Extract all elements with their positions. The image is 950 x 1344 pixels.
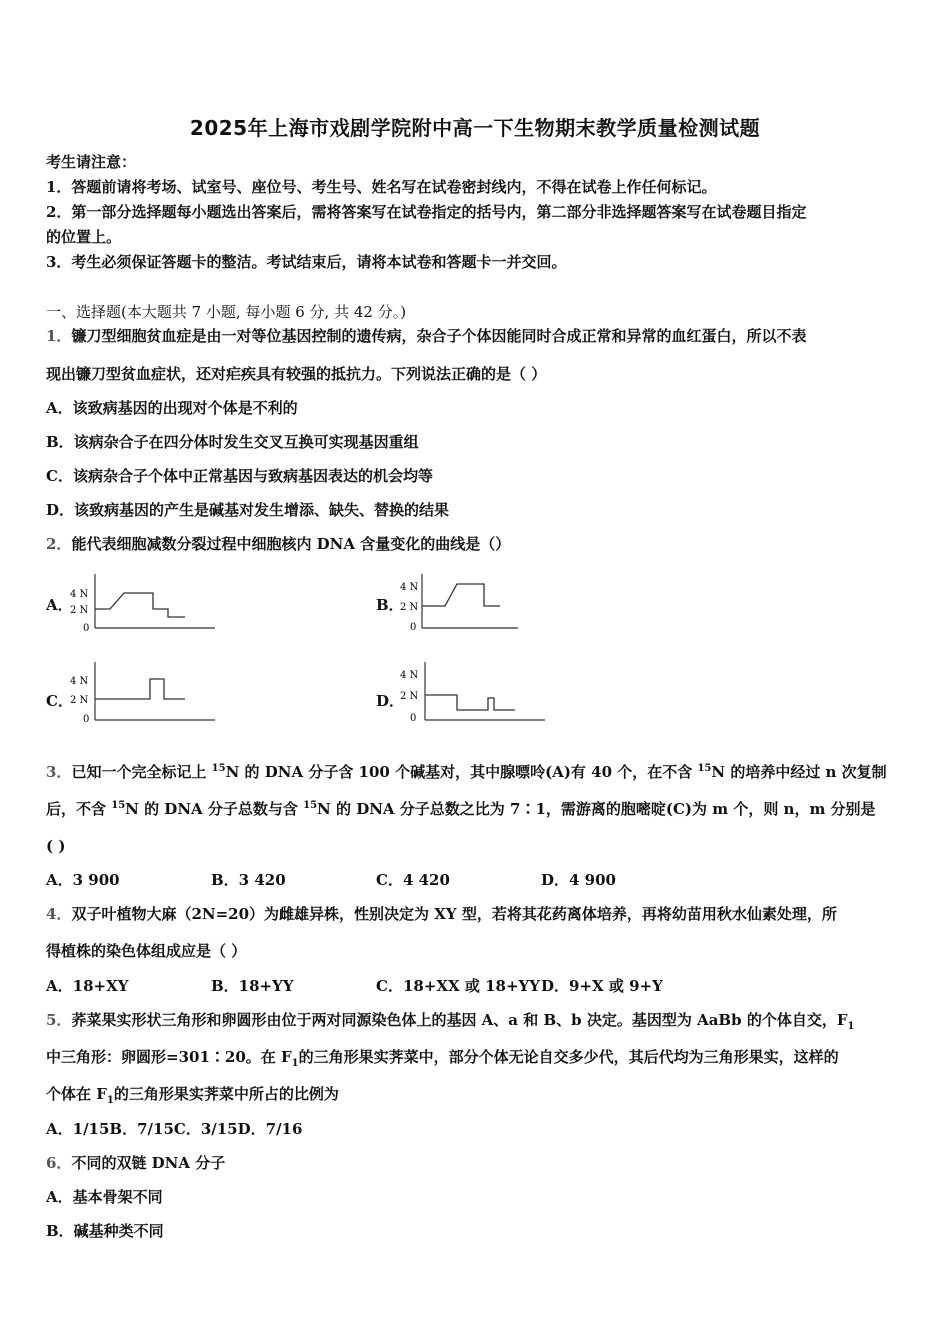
text-part: 中三角形：卵圆形=301∶20。在 F bbox=[46, 1048, 292, 1066]
subscript: 1 bbox=[106, 1095, 114, 1106]
question-3 bbox=[46, 762, 887, 782]
question-1-line2: 现出镰刀型贫血症状，还对疟疾具有较强的抵抗力。下列说法正确的是（ ） bbox=[46, 365, 547, 383]
text-part: 后，不含 bbox=[46, 800, 112, 818]
text-part: 荞菜果实形状三角形和卵圆形由位于两对同源染色体上的基因 A、a 和 B、b 决定。基因型为 AaBb 的个体自交，F bbox=[71, 1011, 848, 1029]
curve bbox=[95, 679, 185, 699]
question-3-line3: ( ) bbox=[46, 837, 66, 855]
question-number: 1． bbox=[46, 327, 72, 345]
notice-item: 1．答题前请将考场、试室号、座位号、考生号、姓名写在试卷密封线内，不得在试卷上作任何标记。 bbox=[46, 178, 717, 196]
subscript: 1 bbox=[847, 1021, 855, 1032]
question-6 bbox=[46, 1153, 225, 1173]
graph-d-label: D． bbox=[376, 692, 405, 710]
text-part: 个体在 F bbox=[46, 1085, 107, 1103]
subscript: 1 bbox=[291, 1058, 299, 1069]
option-c: C．18+XX 或 18+YY bbox=[376, 977, 540, 995]
page-title: 2025年上海市戏剧学院附中高一下生物期末教学质量检测试题 bbox=[189, 116, 761, 140]
tick-label: 0 bbox=[410, 713, 417, 724]
notice-heading: 考生请注意： bbox=[46, 153, 137, 171]
tick-label: 2 N bbox=[400, 602, 419, 613]
question-5 bbox=[46, 1010, 854, 1030]
option-b: B．碱基种类不同 bbox=[46, 1222, 164, 1240]
option-a: A．18+XY bbox=[46, 977, 129, 995]
tick-label: 4 N bbox=[70, 589, 89, 600]
option-b: B．该病杂合子在四分体时发生交叉互换可实现基因重组 bbox=[46, 433, 419, 451]
graph-c-label: C． bbox=[46, 692, 73, 710]
option-a: A．该致病基因的出现对个体是不利的 bbox=[46, 399, 298, 417]
question-text: 不同的双链 DNA 分子 bbox=[71, 1154, 226, 1172]
tick-label: 2 N bbox=[70, 695, 89, 706]
question-number: 4． bbox=[46, 905, 72, 923]
graph-a bbox=[70, 570, 220, 634]
option-a: A．基本骨架不同 bbox=[46, 1188, 163, 1206]
question-number: 6． bbox=[46, 1154, 72, 1172]
superscript: 15 bbox=[303, 800, 318, 811]
question-text: 能代表细胞减数分裂过程中细胞核内 DNA 含量变化的曲线是（） bbox=[71, 535, 511, 553]
notice-item: 的位置上。 bbox=[46, 228, 122, 246]
notice-item: 2．第一部分选择题每小题选出答案后，需将答案写在试卷指定的括号内，第二部分非选择题答案写在试卷题目指定 bbox=[46, 203, 807, 221]
graph-d bbox=[400, 660, 550, 726]
tick-label: 4 N bbox=[400, 670, 419, 681]
tick-label: 0 bbox=[83, 714, 90, 725]
graph-b bbox=[400, 570, 550, 634]
question-number: 2． bbox=[46, 535, 72, 553]
option-d: D．该致病基因的产生是碱基对发生增添、缺失、替换的结果 bbox=[46, 501, 450, 519]
graph-a-label: A． bbox=[46, 596, 73, 614]
option-c: C．4 420 bbox=[376, 871, 450, 889]
graph-b-label: B． bbox=[376, 596, 404, 614]
curve bbox=[422, 584, 500, 606]
graph-c bbox=[70, 660, 220, 726]
question-number: 5． bbox=[46, 1011, 72, 1029]
text-part: N 的培养中经过 n 次复制 bbox=[711, 763, 887, 781]
option-c: C．该病杂合子个体中正常基因与致病基因表达的机会均等 bbox=[46, 467, 433, 485]
superscript: 15 bbox=[211, 763, 226, 774]
question-number: 3． bbox=[46, 763, 72, 781]
text-part: 的三角形果实荠菜中所占的比例为 bbox=[113, 1085, 339, 1103]
question-2 bbox=[46, 534, 510, 554]
section-heading: 一、选择题(本大题共 7 小题, 每小题 6 分, 共 42 分。) bbox=[46, 303, 407, 321]
text-part: N 的 DNA 分子总数与含 bbox=[125, 800, 304, 818]
text-part: 已知一个完全标记上 bbox=[71, 763, 212, 781]
tick-label: 2 N bbox=[70, 605, 89, 616]
curve bbox=[425, 695, 515, 710]
option-d: D．4 900 bbox=[541, 871, 616, 889]
option-d: D．9+X 或 9+Y bbox=[541, 977, 663, 995]
question-4 bbox=[46, 904, 837, 924]
option-a: A．3 900 bbox=[46, 871, 120, 889]
question-text: 镰刀型细胞贫血症是由一对等位基因控制的遗传病，杂合子个体因能同时合成正常和异常的血红蛋白，所以不表 bbox=[71, 327, 807, 345]
question-4-line2: 得植株的染色体组成应是（ ） bbox=[46, 942, 247, 960]
notice-item: 3．考生必须保证答题卡的整洁。考试结束后，请将本试卷和答题卡一并交回。 bbox=[46, 253, 567, 271]
text-part: N 的 DNA 分子含 100 个碱基对，其中腺嘌呤(A)有 40 个，在不含 bbox=[225, 763, 698, 781]
curve bbox=[95, 593, 185, 617]
question-1 bbox=[46, 326, 806, 346]
text-part: 的三角形果实荠菜中，部分个体无论自交多少代，其后代均为三角形果实，这样的 bbox=[298, 1048, 839, 1066]
tick-label: 0 bbox=[410, 622, 417, 633]
question-5-line2 bbox=[46, 1047, 839, 1067]
text-part: N 的 DNA 分子总数之比为 7∶1，需游离的胞嘧啶(C)为 m 个，则 n，m 分别是 bbox=[317, 800, 876, 818]
question-text: 双子叶植物大麻（2N=20）为雌雄异株，性别决定为 XY 型，若将其花药离体培养，再将幼苗用秋水仙素处理，所 bbox=[71, 905, 837, 923]
question-3-line2 bbox=[46, 799, 876, 819]
question-5-options: A．1/15B．7/15C．3/15D．7/16 bbox=[46, 1120, 303, 1138]
tick-label: 0 bbox=[83, 623, 90, 634]
option-b: B．3 420 bbox=[211, 871, 286, 889]
tick-label: 2 N bbox=[400, 691, 419, 702]
option-b: B．18+YY bbox=[211, 977, 294, 995]
superscript: 15 bbox=[697, 763, 712, 774]
tick-label: 4 N bbox=[70, 676, 89, 687]
superscript: 15 bbox=[111, 800, 126, 811]
question-5-line3 bbox=[46, 1084, 339, 1104]
tick-label: 4 N bbox=[400, 582, 419, 593]
